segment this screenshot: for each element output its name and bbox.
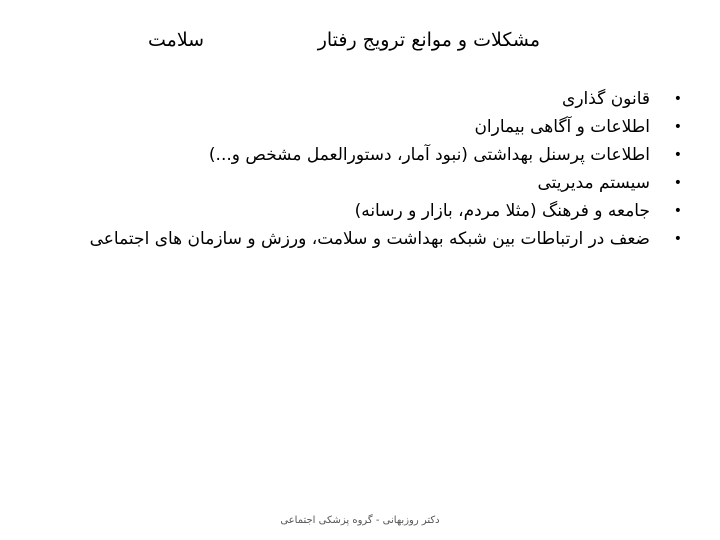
slide-footer: دکتر روزبهانی - گروه پزشکی اجتماعی [280, 515, 440, 526]
bullet-item [52, 169, 682, 197]
bullet-item [52, 225, 682, 253]
bullet-text: جامعه و فرهنگ (مثلا مردم، بازار و رسانه) [354, 201, 650, 221]
bullet-text: ضعف در ارتباطات بین شبکه بهداشت و سلامت، ورزش و سازمان های اجتماعی [89, 229, 650, 249]
bullet-text: اطلاعات و آگاهی بیماران [474, 117, 650, 137]
bullet-icon: • [673, 175, 682, 191]
bullet-icon: • [673, 147, 682, 163]
bullet-icon: • [673, 91, 682, 107]
bullet-text: قانون گذاری [562, 89, 650, 109]
bullet-item [52, 197, 682, 225]
bullet-item [52, 85, 682, 113]
bullet-icon: • [673, 203, 682, 219]
bullet-text: سیستم مدیریتی [537, 173, 650, 193]
slide-title [120, 22, 540, 58]
bullet-list [52, 85, 682, 253]
slide-title-main: مشکلات و موانع ترویج رفتار [317, 29, 540, 51]
slide-title-side: سلامت [148, 29, 205, 51]
bullet-item [52, 141, 682, 169]
bullet-icon: • [673, 119, 682, 135]
bullet-icon: • [673, 231, 682, 247]
bullet-text: اطلاعات پرسنل بهداشتی (نبود آمار، دستورالعمل مشخص و...) [208, 145, 650, 165]
bullet-item [52, 113, 682, 141]
